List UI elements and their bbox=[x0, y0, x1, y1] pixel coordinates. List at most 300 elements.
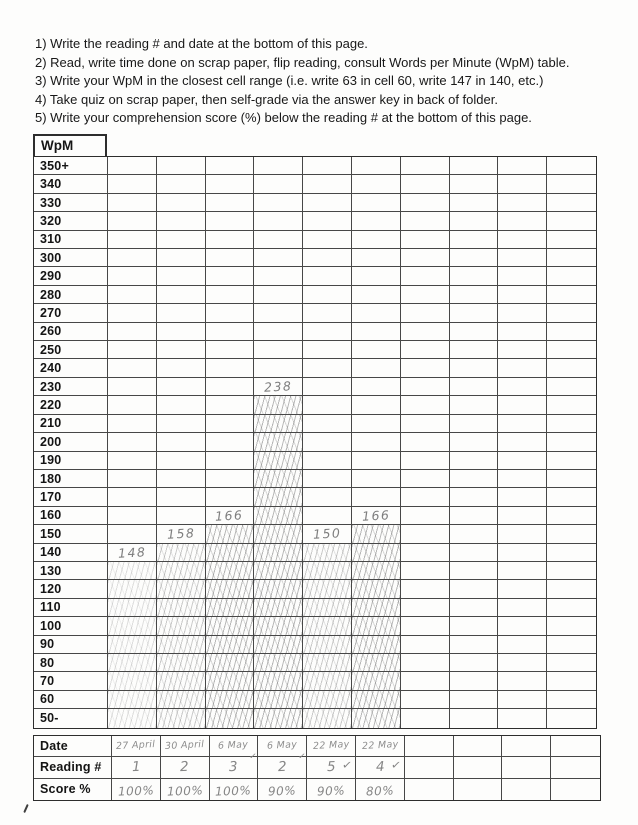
wpm-cell-pencil-shaded bbox=[254, 415, 303, 433]
wpm-cell bbox=[108, 249, 157, 267]
wpm-row-label: 70 bbox=[34, 672, 108, 690]
wpm-cell bbox=[547, 452, 596, 470]
wpm-cell-pencil-shaded bbox=[352, 691, 401, 709]
wpm-cell-pencil-shaded bbox=[108, 580, 157, 598]
wpm-cell-pencil-shaded bbox=[303, 654, 352, 672]
wpm-cell bbox=[401, 470, 450, 488]
handwritten-score: 80% bbox=[365, 783, 395, 799]
wpm-cell bbox=[108, 396, 157, 414]
wpm-cell bbox=[547, 396, 596, 414]
wpm-cell bbox=[498, 525, 547, 543]
wpm-cell bbox=[547, 599, 596, 617]
wpm-cell bbox=[547, 544, 596, 562]
wpm-cell bbox=[157, 304, 206, 322]
handwritten-date: 30 April bbox=[164, 738, 205, 752]
wpm-cell bbox=[303, 359, 352, 377]
wpm-row-label: 80 bbox=[34, 654, 108, 672]
wpm-cell bbox=[254, 378, 303, 396]
wpm-cell bbox=[303, 249, 352, 267]
wpm-cell bbox=[401, 304, 450, 322]
wpm-cell bbox=[547, 636, 596, 654]
wpm-cell bbox=[547, 433, 596, 451]
wpm-cell bbox=[547, 175, 596, 193]
wpm-cell bbox=[303, 470, 352, 488]
wpm-cell bbox=[108, 507, 157, 525]
wpm-cell bbox=[450, 636, 499, 654]
wpm-cell bbox=[401, 691, 450, 709]
wpm-cell bbox=[450, 672, 499, 690]
wpm-row-label: 310 bbox=[34, 231, 108, 249]
wpm-cell bbox=[206, 231, 255, 249]
wpm-row-label: 170 bbox=[34, 488, 108, 506]
handwritten-score: 100% bbox=[166, 783, 204, 799]
wpm-cell bbox=[108, 433, 157, 451]
handwritten-score: 100% bbox=[215, 783, 252, 799]
wpm-cell-pencil-shaded bbox=[157, 617, 206, 635]
wpm-cell bbox=[108, 525, 157, 543]
wpm-cell bbox=[206, 433, 255, 451]
wpm-cell-pencil-shaded bbox=[254, 507, 303, 525]
handwritten-wpm-value: 158 bbox=[166, 525, 196, 543]
handwritten-wpm-value: 238 bbox=[263, 378, 293, 395]
wpm-cell-pencil-shaded bbox=[303, 562, 352, 580]
handwritten-date: 22 May bbox=[312, 738, 350, 752]
wpm-row-label: 250 bbox=[34, 341, 108, 359]
reading-cell bbox=[551, 757, 600, 778]
wpm-row-label: 190 bbox=[34, 452, 108, 470]
wpm-cell-pencil-shaded bbox=[352, 599, 401, 617]
wpm-cell bbox=[450, 525, 499, 543]
wpm-cell-pencil-shaded bbox=[254, 525, 303, 543]
wpm-cell-pencil-shaded bbox=[254, 617, 303, 635]
wpm-cell bbox=[450, 617, 499, 635]
wpm-cell-pencil-shaded bbox=[157, 544, 206, 562]
wpm-cell bbox=[547, 323, 596, 341]
wpm-cell bbox=[401, 617, 450, 635]
wpm-row-label: 340 bbox=[34, 175, 108, 193]
wpm-cell bbox=[498, 672, 547, 690]
wpm-cell bbox=[303, 194, 352, 212]
wpm-cell-pencil-shaded bbox=[157, 580, 206, 598]
wpm-cell bbox=[303, 452, 352, 470]
wpm-cell-pencil-shaded bbox=[352, 672, 401, 690]
wpm-header-cell: WpM bbox=[33, 134, 107, 158]
wpm-cell bbox=[401, 580, 450, 598]
wpm-cell bbox=[450, 341, 499, 359]
wpm-cell-pencil-shaded bbox=[303, 580, 352, 598]
wpm-cell bbox=[450, 452, 499, 470]
wpm-cell bbox=[498, 249, 547, 267]
wpm-cell bbox=[108, 175, 157, 193]
score-cell bbox=[405, 779, 454, 800]
wpm-cell bbox=[108, 323, 157, 341]
wpm-cell bbox=[352, 304, 401, 322]
wpm-cell-pencil-shaded bbox=[157, 562, 206, 580]
wpm-cell bbox=[352, 452, 401, 470]
wpm-cell bbox=[450, 396, 499, 414]
wpm-cell bbox=[108, 286, 157, 304]
wpm-cell bbox=[206, 249, 255, 267]
wpm-cell bbox=[303, 488, 352, 506]
wpm-cell bbox=[498, 231, 547, 249]
wpm-cell bbox=[303, 378, 352, 396]
wpm-cell bbox=[498, 194, 547, 212]
wpm-cell-pencil-shaded bbox=[303, 617, 352, 635]
wpm-cell bbox=[303, 433, 352, 451]
wpm-row-label: 50- bbox=[34, 709, 108, 727]
wpm-cell bbox=[547, 709, 596, 727]
wpm-cell bbox=[401, 452, 450, 470]
wpm-cell bbox=[401, 157, 450, 175]
log-row-label: Reading # bbox=[34, 757, 112, 778]
wpm-cell bbox=[450, 599, 499, 617]
wpm-cell bbox=[547, 304, 596, 322]
wpm-cell bbox=[254, 194, 303, 212]
wpm-cell bbox=[547, 672, 596, 690]
handwritten-reading-number: 5 bbox=[326, 759, 336, 776]
wpm-cell bbox=[401, 654, 450, 672]
wpm-cell bbox=[450, 157, 499, 175]
wpm-cell bbox=[450, 249, 499, 267]
wpm-cell bbox=[206, 507, 255, 525]
instructions-list bbox=[35, 35, 620, 128]
wpm-cell-pencil-shaded bbox=[352, 580, 401, 598]
wpm-cell bbox=[108, 341, 157, 359]
wpm-cell bbox=[450, 562, 499, 580]
date-cell bbox=[161, 736, 210, 757]
wpm-row-label: 100 bbox=[34, 617, 108, 635]
wpm-cell-pencil-shaded bbox=[108, 636, 157, 654]
wpm-cell bbox=[450, 231, 499, 249]
wpm-row-label: 60 bbox=[34, 691, 108, 709]
check-mark: ✓ bbox=[248, 751, 258, 763]
reading-cell bbox=[258, 751, 307, 778]
wpm-row-label: 350+ bbox=[34, 157, 108, 175]
wpm-cell bbox=[352, 157, 401, 175]
wpm-cell-pencil-shaded bbox=[108, 691, 157, 709]
score-cell bbox=[551, 779, 600, 800]
wpm-cell-pencil-shaded bbox=[254, 691, 303, 709]
wpm-cell-pencil-shaded bbox=[254, 488, 303, 506]
wpm-cell bbox=[547, 359, 596, 377]
wpm-cell bbox=[547, 341, 596, 359]
wpm-cell bbox=[206, 341, 255, 359]
date-cell bbox=[454, 736, 503, 757]
score-cell bbox=[161, 779, 210, 800]
date-cell bbox=[405, 736, 454, 757]
wpm-cell-pencil-shaded bbox=[254, 580, 303, 598]
wpm-cell bbox=[498, 544, 547, 562]
wpm-cell bbox=[108, 267, 157, 285]
wpm-cell bbox=[450, 175, 499, 193]
handwritten-reading-number: 2 bbox=[277, 759, 287, 776]
reading-cell bbox=[112, 757, 161, 778]
wpm-cell bbox=[401, 267, 450, 285]
wpm-cell-pencil-shaded bbox=[254, 599, 303, 617]
wpm-cell bbox=[401, 415, 450, 433]
wpm-cell-pencil-shaded bbox=[352, 654, 401, 672]
handwritten-wpm-value: 148 bbox=[117, 544, 147, 561]
wpm-cell bbox=[498, 267, 547, 285]
wpm-cell bbox=[108, 378, 157, 396]
wpm-cell bbox=[498, 507, 547, 525]
score-cell bbox=[454, 779, 503, 800]
wpm-cell-pencil-shaded bbox=[254, 562, 303, 580]
wpm-cell bbox=[450, 544, 499, 562]
wpm-cell bbox=[254, 286, 303, 304]
wpm-cell-pencil-shaded bbox=[206, 544, 255, 562]
handwritten-reading-number: 4 bbox=[375, 759, 385, 776]
wpm-row-label: 120 bbox=[34, 580, 108, 598]
wpm-row-label: 200 bbox=[34, 433, 108, 451]
wpm-cell-pencil-shaded bbox=[157, 599, 206, 617]
wpm-row-label: 260 bbox=[34, 323, 108, 341]
wpm-cell-pencil-shaded bbox=[108, 562, 157, 580]
wpm-cell bbox=[254, 175, 303, 193]
wpm-cell bbox=[157, 525, 206, 543]
wpm-cell-pencil-shaded bbox=[254, 636, 303, 654]
wpm-cell bbox=[498, 488, 547, 506]
instruction-line-1: 1) Write the reading # and date at the bottom of this page. bbox=[35, 36, 368, 51]
wpm-row-label: 140 bbox=[34, 544, 108, 562]
wpm-cell bbox=[498, 691, 547, 709]
wpm-cell-pencil-shaded bbox=[206, 525, 255, 543]
wpm-cell bbox=[547, 562, 596, 580]
reading-cell bbox=[502, 757, 551, 778]
wpm-cell bbox=[254, 323, 303, 341]
wpm-cell bbox=[303, 507, 352, 525]
wpm-cell bbox=[450, 433, 499, 451]
wpm-cell bbox=[401, 636, 450, 654]
wpm-row-label: 180 bbox=[34, 470, 108, 488]
wpm-cell bbox=[157, 341, 206, 359]
wpm-cell bbox=[498, 433, 547, 451]
wpm-row-label: 210 bbox=[34, 415, 108, 433]
wpm-row-label: 150 bbox=[34, 525, 108, 543]
wpm-cell bbox=[401, 562, 450, 580]
wpm-cell bbox=[352, 231, 401, 249]
wpm-cell-pencil-shaded bbox=[206, 562, 255, 580]
wpm-cell-pencil-shaded bbox=[254, 452, 303, 470]
wpm-cell bbox=[157, 433, 206, 451]
wpm-cell bbox=[401, 525, 450, 543]
score-cell bbox=[258, 779, 307, 800]
wpm-cell bbox=[157, 452, 206, 470]
wpm-cell bbox=[547, 488, 596, 506]
wpm-row-label: 230 bbox=[34, 378, 108, 396]
wpm-cell bbox=[206, 415, 255, 433]
wpm-row-label: 290 bbox=[34, 267, 108, 285]
wpm-cell bbox=[547, 415, 596, 433]
wpm-cell-pencil-shaded bbox=[157, 709, 206, 727]
reading-cell bbox=[405, 757, 454, 778]
wpm-cell bbox=[157, 194, 206, 212]
wpm-cell bbox=[108, 304, 157, 322]
wpm-cell-pencil-shaded bbox=[157, 672, 206, 690]
wpm-cell bbox=[157, 267, 206, 285]
wpm-cell-pencil-shaded bbox=[303, 672, 352, 690]
score-cell bbox=[112, 779, 161, 800]
wpm-cell-pencil-shaded bbox=[254, 654, 303, 672]
wpm-cell bbox=[450, 267, 499, 285]
wpm-cell bbox=[157, 396, 206, 414]
wpm-cell bbox=[108, 452, 157, 470]
wpm-cell bbox=[450, 470, 499, 488]
wpm-cell bbox=[352, 507, 401, 525]
wpm-cell bbox=[401, 507, 450, 525]
wpm-cell bbox=[206, 212, 255, 230]
wpm-cell bbox=[498, 175, 547, 193]
wpm-cell bbox=[498, 415, 547, 433]
wpm-cell bbox=[547, 654, 596, 672]
wpm-cell bbox=[206, 157, 255, 175]
instruction-line-3: 3) Write your WpM in the closest cell range (i.e. write 63 in cell 60, write 147 in 140, etc.) bbox=[35, 73, 544, 89]
wpm-cell-pencil-shaded bbox=[352, 636, 401, 654]
wpm-cell-pencil-shaded bbox=[303, 544, 352, 562]
wpm-cell-pencil-shaded bbox=[254, 433, 303, 451]
wpm-cell bbox=[547, 249, 596, 267]
wpm-cell bbox=[303, 341, 352, 359]
wpm-cell bbox=[450, 709, 499, 727]
wpm-cell bbox=[498, 654, 547, 672]
wpm-cell bbox=[401, 378, 450, 396]
wpm-cell bbox=[254, 359, 303, 377]
wpm-cell bbox=[157, 488, 206, 506]
wpm-cell-pencil-shaded bbox=[254, 544, 303, 562]
wpm-cell bbox=[206, 396, 255, 414]
wpm-cell bbox=[547, 525, 596, 543]
wpm-cell bbox=[157, 359, 206, 377]
wpm-cell bbox=[401, 341, 450, 359]
wpm-cell bbox=[547, 617, 596, 635]
date-cell bbox=[502, 736, 551, 757]
wpm-cell-pencil-shaded bbox=[206, 599, 255, 617]
wpm-cell bbox=[352, 488, 401, 506]
handwritten-date: 6 May bbox=[266, 738, 298, 752]
handwritten-date: 27 April bbox=[115, 738, 156, 752]
wpm-cell bbox=[352, 470, 401, 488]
wpm-cell bbox=[303, 525, 352, 543]
wpm-cell bbox=[498, 341, 547, 359]
wpm-cell bbox=[206, 175, 255, 193]
check-mark: ✓ bbox=[340, 757, 353, 773]
wpm-cell bbox=[352, 378, 401, 396]
log-row-label: Score % bbox=[34, 779, 112, 800]
wpm-cell bbox=[206, 194, 255, 212]
wpm-cell-pencil-shaded bbox=[254, 470, 303, 488]
wpm-cell bbox=[157, 507, 206, 525]
handwritten-reading-number: 1 bbox=[131, 759, 141, 776]
wpm-cell bbox=[498, 378, 547, 396]
wpm-cell bbox=[352, 249, 401, 267]
wpm-cell bbox=[157, 286, 206, 304]
wpm-cell bbox=[547, 286, 596, 304]
wpm-cell-pencil-shaded bbox=[206, 691, 255, 709]
wpm-cell bbox=[157, 470, 206, 488]
wpm-row-label: 330 bbox=[34, 194, 108, 212]
handwritten-wpm-value: 166 bbox=[361, 507, 391, 524]
wpm-cell bbox=[401, 488, 450, 506]
wpm-cell bbox=[401, 212, 450, 230]
wpm-cell bbox=[254, 249, 303, 267]
wpm-cell bbox=[547, 157, 596, 175]
wpm-cell bbox=[498, 470, 547, 488]
wpm-cell bbox=[352, 175, 401, 193]
wpm-cell bbox=[303, 286, 352, 304]
wpm-cell-pencil-shaded bbox=[108, 654, 157, 672]
handwritten-score: 90% bbox=[316, 783, 346, 799]
wpm-cell bbox=[498, 617, 547, 635]
wpm-cell-pencil-shaded bbox=[254, 396, 303, 414]
wpm-cell bbox=[108, 212, 157, 230]
wpm-cell-pencil-shaded bbox=[352, 617, 401, 635]
score-cell bbox=[356, 779, 405, 800]
wpm-cell-pencil-shaded bbox=[108, 617, 157, 635]
wpm-cell bbox=[450, 323, 499, 341]
wpm-cell bbox=[401, 359, 450, 377]
wpm-cell bbox=[547, 212, 596, 230]
handwritten-date: 6 May bbox=[218, 738, 249, 752]
wpm-cell bbox=[108, 544, 157, 562]
wpm-cell bbox=[547, 691, 596, 709]
wpm-cell bbox=[352, 194, 401, 212]
wpm-cell bbox=[498, 599, 547, 617]
reading-cell bbox=[356, 757, 405, 778]
wpm-cell-pencil-shaded bbox=[157, 691, 206, 709]
wpm-cell bbox=[401, 396, 450, 414]
wpm-grid bbox=[33, 156, 597, 729]
handwritten-score: 90% bbox=[267, 783, 297, 799]
wpm-cell bbox=[450, 507, 499, 525]
wpm-cell bbox=[450, 580, 499, 598]
wpm-cell bbox=[108, 157, 157, 175]
wpm-cell bbox=[352, 267, 401, 285]
wpm-cell bbox=[303, 323, 352, 341]
wpm-cell bbox=[108, 231, 157, 249]
wpm-cell-pencil-shaded bbox=[206, 654, 255, 672]
wpm-cell bbox=[108, 488, 157, 506]
wpm-cell bbox=[498, 359, 547, 377]
wpm-cell-pencil-shaded bbox=[352, 544, 401, 562]
wpm-cell bbox=[352, 323, 401, 341]
log-row-label: Date bbox=[34, 736, 112, 757]
wpm-cell bbox=[206, 359, 255, 377]
wpm-cell-pencil-shaded bbox=[352, 709, 401, 727]
wpm-row-label: 160 bbox=[34, 507, 108, 525]
wpm-cell bbox=[206, 304, 255, 322]
wpm-cell bbox=[157, 157, 206, 175]
wpm-cell bbox=[401, 433, 450, 451]
wpm-cell bbox=[498, 157, 547, 175]
wpm-cell bbox=[303, 157, 352, 175]
wpm-cell bbox=[401, 231, 450, 249]
reading-cell bbox=[161, 757, 210, 778]
handwritten-reading-number: 3 bbox=[228, 759, 239, 776]
wpm-cell bbox=[352, 415, 401, 433]
wpm-cell-pencil-shaded bbox=[303, 709, 352, 727]
wpm-cell bbox=[254, 157, 303, 175]
wpm-cell bbox=[498, 580, 547, 598]
wpm-cell bbox=[498, 562, 547, 580]
wpm-cell bbox=[450, 359, 499, 377]
wpm-row-label: 110 bbox=[34, 599, 108, 617]
wpm-cell-pencil-shaded bbox=[303, 636, 352, 654]
wpm-cell bbox=[547, 194, 596, 212]
wpm-cell bbox=[450, 415, 499, 433]
wpm-cell bbox=[254, 212, 303, 230]
wpm-cell bbox=[157, 415, 206, 433]
wpm-cell bbox=[498, 396, 547, 414]
